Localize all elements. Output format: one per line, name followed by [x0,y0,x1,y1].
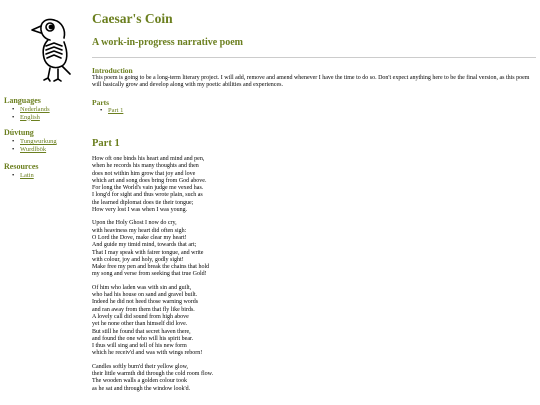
poem-line: For long the World's vain judge me vexed has. [92,185,204,192]
poem-line: But still he found that secret haven there, [92,328,191,335]
poem-line: does not within him grow that joy and love [92,170,196,177]
poem-line: I long'd for sight and thus wrote plain, such as [92,192,203,199]
poem-line: when he records his many thoughts and then [92,163,199,170]
pigeon-logo-icon[interactable] [20,12,72,84]
parts-heading: Parts [92,98,110,107]
part-1-link[interactable]: Part 1 [108,107,124,114]
sidebar-item-nederlands [12,106,50,114]
poem-line: their little warmth did through the cold room flow. [92,371,214,378]
poem-line: How oft one binds his heart and mind and pen, [92,156,205,162]
tungwurkung-link[interactable]: Tungwurkung [20,138,57,145]
sidebar-item-latin [12,172,39,180]
poem-body [92,156,312,399]
poem-line: Of him who laden was with sin and guilt, [92,284,192,291]
sidebar-section-duvtung [4,128,57,153]
poem-line: How very lost I was when I was young. [92,207,188,214]
poem-stanza [92,156,312,214]
sidebar-item-tungwurkung [12,138,57,146]
sidebar-item-english [12,114,50,122]
poem-line: the learned diplomat does tie their tongue; [92,199,194,206]
poem-line: I thus will sing and tell of his new form [92,343,187,350]
parts-list-item [100,107,123,115]
poem-line: with colour, joy and holy, godly sight! [92,256,184,263]
sidebar-heading-resources: Resources [4,162,39,171]
nederlands-link[interactable]: Nederlands [20,106,50,113]
poem-stanza [92,364,312,393]
poem-line: and found the one who will his spirit bear. [92,335,194,342]
poem-line: as he sat and through the window look'd. [92,385,191,392]
poem-line: yet he none other than himself did love. [92,321,188,328]
part-1-title: Part 1 [92,138,120,149]
poem-line: Candles softly burn'd their yellow glow, [92,363,189,370]
sidebar [0,0,86,405]
sidebar-item-wurdlbok [12,146,57,154]
poem-line: Indeed he did not heed those warning words [92,299,199,306]
english-link[interactable]: English [20,113,40,121]
latin-link[interactable]: Latin [20,172,34,179]
poem-line: with heaviness my heart did often sigh: [92,227,187,234]
poem-line: my song and verse from seeking that true Gold! [92,271,207,278]
introduction-text: This poem is going to be a long-term literary project. I will add, remove and amend whenever I have the time to do so. Don't expect anything here to be the final version, as this poem will basically grow and develop along with my poetic abilities and experiences. [92,75,530,89]
poem-line: which art and song does bring from God above. [92,177,207,184]
main-content [92,0,536,405]
sidebar-section-resources [4,162,39,180]
header-divider [92,57,536,58]
poem-stanza [92,220,312,278]
page-subtitle: A work-in-progress narrative poem [92,37,244,48]
wurdlbok-link[interactable]: Wurdlbök [20,145,47,153]
page-title: Caesar's Coin [92,11,173,26]
poem-line: who had his house on sand and gravel built. [92,292,198,299]
poem-line: which he receiv'd and was with wings reborn! [92,350,203,357]
sidebar-heading-languages: Languages [4,96,41,105]
poem-line: Make free my pen and break the chains that hold [92,264,210,271]
poem-line: And guide my timid mind, towards that art; [92,242,197,249]
sidebar-heading-duvtung: Dúvtung [4,128,34,137]
poem-line: Upon the Holy Ghost I now do cry, [92,220,177,227]
poem-line: O Lord the Dove, make clear my heart! [92,234,187,241]
introduction-heading: Introduction [92,66,133,75]
parts-list [92,107,123,115]
sidebar-section-languages [4,96,50,121]
poem-line: A lovely call did sound from high above [92,313,189,320]
poem-stanza [92,285,312,358]
poem-line: and ran away from them that fly like birds. [92,306,195,313]
poem-line: That I may speak with fairer tongue, and write [92,249,204,256]
poem-line: The wooden walls a golden colour took [92,378,187,385]
